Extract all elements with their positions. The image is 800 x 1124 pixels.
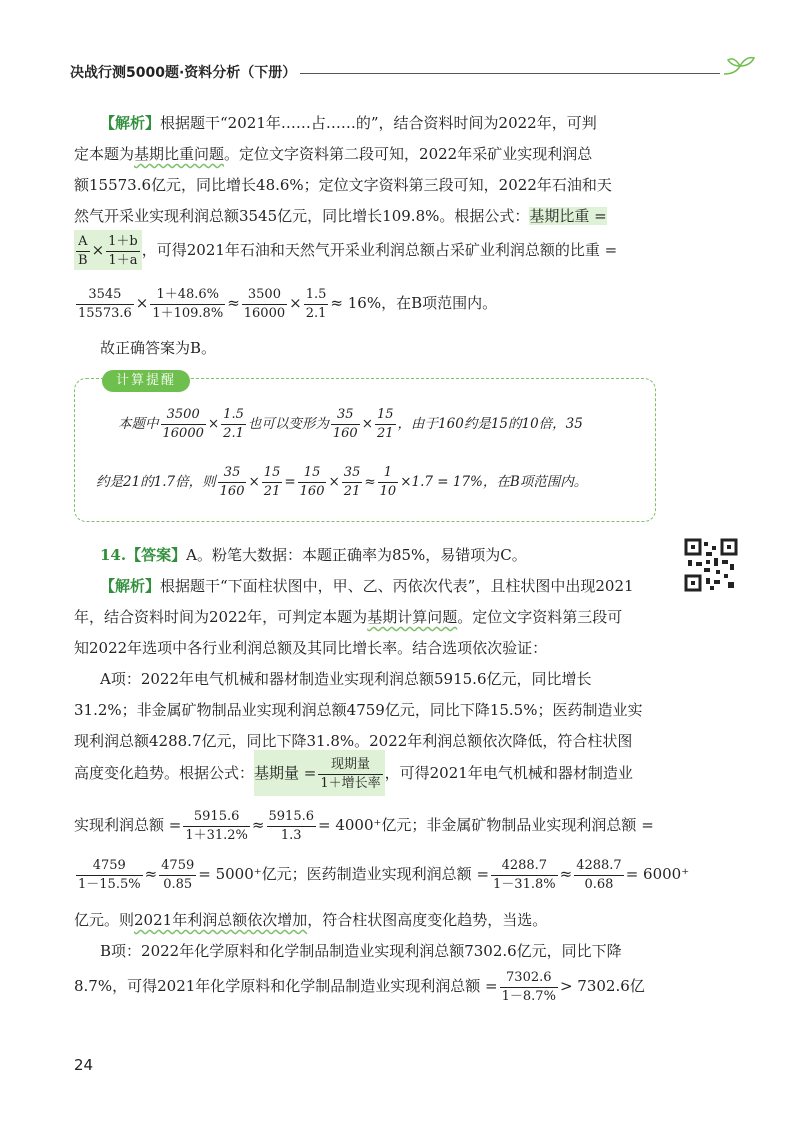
- fraction: $\frac{1.5}{2.1}$: [305, 286, 327, 321]
- q14-line-11: 亿元。则2021年利润总额依次增加，符合柱状图高度变化趋势，当选。: [74, 911, 548, 929]
- qr-code-icon[interactable]: [684, 538, 738, 592]
- fraction: $\frac{35}{21}$: [343, 465, 361, 499]
- analysis-tag: 【解析】: [100, 114, 161, 132]
- fraction: $\frac{3545}{15573.6}$: [78, 286, 132, 321]
- fraction: $\frac{4759}{1-15.5\%}$: [78, 857, 141, 892]
- q14-line-4: 知2022年选项中各行业利润总额及其同比增长率。结合选项依次验证：: [74, 639, 548, 657]
- page-number: 24: [74, 1056, 94, 1074]
- q14-line-3: 年，结合资料时间为2022年，可判定本题为基期计算问题。定位文字资料第三段可: [74, 608, 623, 626]
- q13-line-6: $\frac{3545}{15573.6}$ × $\frac{1+48.6\%}{1+109.8\%}$ ≈ $\frac{3500}{16000}$ × $\frac{1.5}{2.1}$ ≈ 16%，在B项范围内。: [78, 286, 498, 321]
- q14-line-7: 现利润总额4288.7亿元，同比下降31.8%。2022年利润总额依次降低，符合柱状图: [74, 732, 633, 750]
- fraction: $\frac{7302.6}{1-8.7\%}$: [501, 969, 556, 1004]
- fraction: $\frac{15}{21}$: [377, 407, 394, 441]
- key-term: 基期计算问题: [367, 608, 458, 626]
- q14-line-9: 实现利润总额 = $\frac{5915.6}{1+31.2\%}$ ≈ $\frac{5915.6}{1.3}$ = 4000⁺亿元；非金属矿物制品业实现利润总额 =: [74, 808, 654, 843]
- fraction: $\frac{1+b}{1+a}$: [108, 233, 138, 268]
- fraction: $\frac{5915.6}{1.3}$: [268, 808, 314, 843]
- q14-answer-line: 14.【答案】A。粉笔大数据：本题正确率为85%，易错项为C。: [100, 546, 527, 564]
- leaf-icon: [720, 54, 760, 82]
- header-rule: [300, 73, 720, 74]
- fraction: $\frac{15}{160}$: [299, 465, 325, 499]
- fraction: $\frac{4288.7}{1-31.8\%}$: [493, 857, 556, 892]
- fraction: $\frac{\text{现期量}}{\text{1＋增长率}}$: [320, 756, 381, 791]
- fraction: $\frac{4759}{0.85}$: [161, 857, 195, 892]
- formula-highlight: 基期量 = $\frac{\text{现期量}}{\text{1＋增长率}}$: [254, 750, 385, 796]
- fraction: $\frac{3500}{16000}$: [243, 286, 286, 321]
- fraction: $\frac{1}{10}$: [379, 465, 397, 499]
- q14-line-13: 8.7%，可得2021年化学原料和化学制品制造业实现利润总额 = $\frac{7302.6}{1-8.7\%}$ > 7302.6亿: [74, 969, 645, 1004]
- page-header: [70, 62, 750, 86]
- tip-line-1: 本题中 $\frac{3500}{16000}$ × $\frac{1.5}{2.1}$ 也可以变形为 $\frac{35}{160}$ × $\frac{15}{21}$ ，由于160约是15的10倍，35: [118, 407, 583, 441]
- fraction: $\frac{4288.7}{0.68}$: [576, 857, 622, 892]
- formula-highlight: $\frac{A}{B}$ × $\frac{1+b}{1+a}$: [74, 230, 142, 270]
- q14-line-12: B项：2022年化学原料和化学制品制造业实现利润总额7302.6亿元，同比下降: [100, 942, 622, 960]
- fraction: $\frac{15}{21}$: [263, 465, 281, 499]
- fraction: $\frac{3500}{16000}$: [162, 407, 204, 441]
- fraction: $\frac{35}{160}$: [332, 407, 358, 441]
- q13-line-3: 额15573.6亿元，同比增长48.6%；定位文字资料第三段可知，2022年石油和天: [74, 176, 612, 194]
- key-term: 基期比重问题: [134, 145, 225, 163]
- key-term: 2021年利润总额依次增加: [134, 911, 308, 929]
- tip-label: 计算提醒: [102, 370, 190, 392]
- fraction: $\frac{1.5}{2.1}$: [223, 407, 244, 441]
- fraction: $\frac{A}{B}$: [78, 233, 88, 268]
- q13-line-1: 【解析】根据题干“2021年……占……的”，结合资料时间为2022年，可判: [100, 114, 597, 132]
- q14-line-10: $\frac{4759}{1-15.5\%}$ ≈ $\frac{4759}{0.85}$ = 5000⁺亿元；医药制造业实现利润总额 = $\frac{4288.7}{1-31.8\%}$ ≈ $\frac{4288.7}{0.68}$ = 6000⁺: [78, 857, 690, 892]
- q14-line-6: 31.2%；非金属矿物制品业实现利润总额4759亿元，同比下降15.5%；医药制造业实: [74, 701, 643, 719]
- analysis-tag: 【解析】: [100, 577, 161, 595]
- q13-line-4: 然气开采业实现利润总额3545亿元，同比增长109.8%。根据公式：基期比重 =: [74, 207, 607, 225]
- q14-line-2: 【解析】根据题干“下面柱状图中，甲、乙、丙依次代表”，且柱状图中出现2021: [100, 577, 634, 595]
- answer-tag: 14.【答案】: [100, 546, 187, 564]
- tip-line-2: 约是21的1.7倍，则 $\frac{35}{160}$ × $\frac{15}{21}$ = $\frac{15}{160}$ × $\frac{35}{21}$ ≈ $\frac{1}{10}$ ×1.7 = 17%，在B项范围内。: [96, 465, 588, 499]
- fraction: $\frac{5915.6}{1+31.2\%}$: [185, 808, 248, 843]
- fraction: $\frac{35}{160}$: [219, 465, 245, 499]
- book-title: 决战行测5000题·资料分析（下册）: [70, 65, 297, 81]
- q13-line-5: $\frac{A}{B}$ × $\frac{1+b}{1+a}$ ，可得2021年石油和天然气开采业利润总额占采矿业利润总额的比重 =: [74, 230, 666, 270]
- q14-line-8: 高度变化趋势。根据公式：基期量 = $\frac{\text{现期量}}{\text{1＋增长率}}$ ，可得2021年电气机械和器材制造业: [74, 750, 666, 796]
- q14-line-5: A项：2022年电气机械和器材制造业实现利润总额5915.6亿元，同比增长: [100, 670, 592, 688]
- formula-highlight: 基期比重 =: [529, 207, 607, 225]
- fraction: $\frac{1+48.6\%}{1+109.8\%}$: [152, 286, 224, 321]
- q13-conclusion: 故正确答案为B。: [100, 339, 217, 357]
- q13-line-2: 定本题为基期比重问题。定位文字资料第二段可知，2022年采矿业实现利润总: [74, 145, 593, 163]
